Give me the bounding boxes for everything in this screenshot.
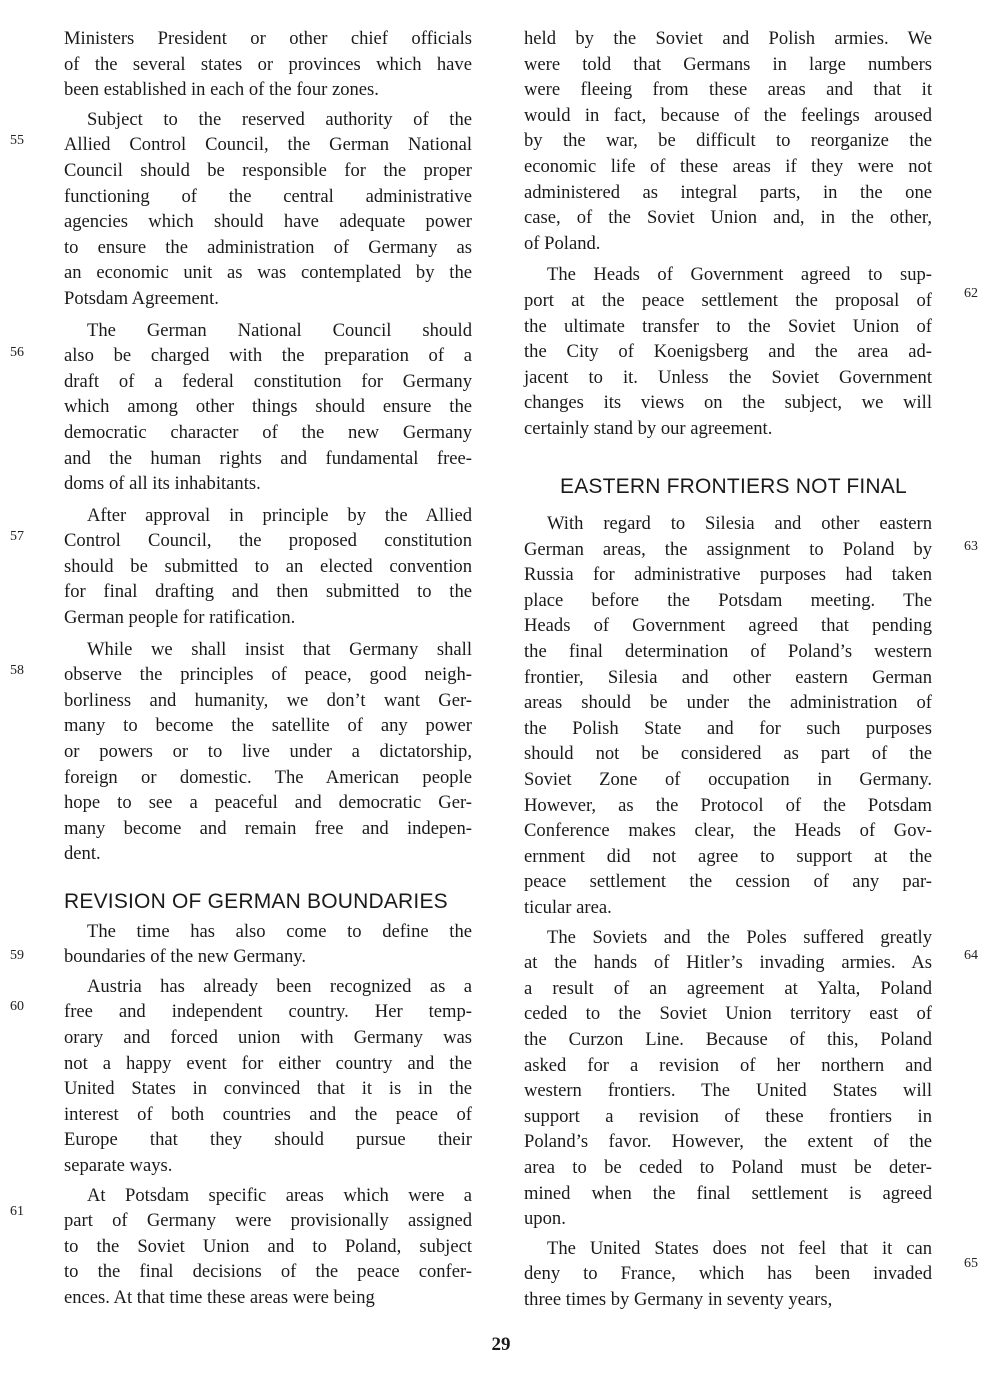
text-line: ceded to the Soviet Union territory east of xyxy=(524,1003,932,1025)
paragraph xyxy=(64,107,472,312)
text-line: the Polish State and for such purposes xyxy=(524,717,932,739)
paragraph-number: 60 xyxy=(10,999,24,1014)
text-line: The Soviets and the Poles suffered greatly xyxy=(547,926,932,948)
text-line: Potsdam Agreement. xyxy=(64,287,219,309)
text-line: Russia for administrative purposes had taken xyxy=(524,564,932,586)
text-line: boundaries of the new Germany. xyxy=(64,946,306,968)
text-line: observe the principles of peace, good neigh- xyxy=(64,664,472,686)
right-column xyxy=(524,26,932,1317)
section-heading: REVISION OF GERMAN BOUNDARIES xyxy=(64,890,448,913)
text-line: frontier, Silesia and other eastern German xyxy=(524,666,932,688)
text-line: dent. xyxy=(64,843,101,865)
paragraph-number: 58 xyxy=(10,663,24,678)
text-line: would in fact, because of the feelings aroused xyxy=(524,104,932,126)
paragraph xyxy=(524,26,932,256)
text-line: western frontiers. The United States will xyxy=(524,1080,932,1102)
text-line: Europe that they should pursue their xyxy=(64,1129,472,1151)
text-line: While we shall insist that Germany shall xyxy=(87,638,472,660)
text-line: by the war, be difficult to reorganize the xyxy=(524,130,932,152)
text-line: Poland’s favor. However, the extent of the xyxy=(524,1131,932,1153)
text-line: support a revision of these frontiers in xyxy=(524,1105,932,1127)
text-line: democratic character of the new Germany xyxy=(64,421,472,443)
text-line: orary and forced union with Germany was xyxy=(64,1026,472,1048)
text-line: many to become the satellite of any power xyxy=(64,715,472,737)
text-line: mined when the final settlement is agreed xyxy=(524,1182,932,1204)
text-line: draft of a federal constitution for Germany xyxy=(64,370,472,392)
paragraph xyxy=(524,262,932,441)
text-line: peace settlement the cession of any par- xyxy=(524,871,932,893)
text-line: the ultimate transfer to the Soviet Union of xyxy=(524,315,932,337)
text-line: should be submitted to an elected convention xyxy=(64,555,472,577)
text-line: jacent to it. Unless the Soviet Government xyxy=(524,366,932,388)
text-line: Soviet Zone of occupation in Germany. xyxy=(524,769,932,791)
text-line: German people for ratification. xyxy=(64,607,296,629)
text-line: ernment did not agree to support at the xyxy=(524,845,932,867)
text-line: The time has also come to define the xyxy=(87,920,472,942)
text-line: Austria has already been recognized as a xyxy=(87,975,472,997)
text-line: of Poland. xyxy=(524,232,601,254)
text-line: separate ways. xyxy=(64,1154,173,1176)
text-line: The United States does not feel that it can xyxy=(547,1237,932,1259)
text-line: case, of the Soviet Union and, in the other, xyxy=(524,207,932,229)
text-line: With regard to Silesia and other eastern xyxy=(547,513,932,535)
paragraph-number: 55 xyxy=(10,133,24,148)
paragraph-number: 64 xyxy=(964,948,978,963)
text-line: for final drafting and then submitted to the xyxy=(64,581,472,603)
text-line: economic life of these areas if they were not xyxy=(524,155,932,177)
text-line: at the hands of Hitler’s invading armies. As xyxy=(524,952,932,974)
text-line: changes its views on the subject, we will xyxy=(524,392,932,414)
section-heading: EASTERN FRONTIERS NOT FINAL xyxy=(560,474,907,498)
text-line: deny to France, which has been invaded xyxy=(524,1263,932,1285)
text-line: certainly stand by our agreement. xyxy=(524,417,773,439)
text-line: However, as the Protocol of the Potsdam xyxy=(524,794,932,816)
text-line: port at the peace settlement the proposal of xyxy=(524,289,932,311)
text-line: United States in convinced that it is in the xyxy=(64,1078,472,1100)
text-line: upon. xyxy=(524,1208,566,1230)
text-line: areas should be under the administration of xyxy=(524,692,932,714)
text-line: were told that Germans in large numbers xyxy=(524,53,932,75)
paragraph xyxy=(524,925,932,1232)
text-line: Allied Control Council, the German National xyxy=(64,134,472,156)
paragraph xyxy=(524,1236,932,1313)
text-line: asked for a revision of her northern and xyxy=(524,1054,932,1076)
text-line: functioning of the central administrative xyxy=(64,185,472,207)
text-line: administered as integral parts, in the one xyxy=(524,181,932,203)
paragraph-number: 56 xyxy=(10,345,24,360)
paragraph-number: 65 xyxy=(964,1256,978,1271)
text-line: to the Soviet Union and to Poland, subject xyxy=(64,1235,472,1257)
text-line: borliness and humanity, we don’t want Ger- xyxy=(64,689,472,711)
paragraph-number: 61 xyxy=(10,1204,24,1219)
text-line: to ensure the administration of Germany as xyxy=(64,236,472,258)
text-line: or powers or to live under a dictatorship, xyxy=(64,741,472,763)
text-line: a result of an agreement at Yalta, Poland xyxy=(524,977,932,999)
text-line: Subject to the reserved authority of the xyxy=(87,108,472,130)
text-line: should not be considered as part of the xyxy=(524,743,932,765)
paragraph xyxy=(64,318,472,497)
paragraph xyxy=(64,974,472,1179)
text-line: area to be ceded to Poland must be deter- xyxy=(524,1156,932,1178)
text-line: the City of Koenigsberg and the area ad- xyxy=(524,341,932,363)
text-line: Heads of Government agreed that pending xyxy=(524,615,932,637)
paragraph xyxy=(64,919,472,970)
paragraph-number: 63 xyxy=(964,539,978,554)
paragraph xyxy=(64,637,472,867)
text-line: and the human rights and fundamental free- xyxy=(64,447,472,469)
text-line: Ministers President or other chief officials xyxy=(64,28,472,49)
text-line: many become and remain free and indepen- xyxy=(64,817,472,839)
text-line: free and independent country. Her temp- xyxy=(64,1001,472,1023)
text-line: which among other things should ensure the xyxy=(64,396,472,418)
text-line: not a happy event for either country and the xyxy=(64,1052,472,1074)
text-line: agencies which should have adequate power xyxy=(64,211,472,233)
paragraph-number: 57 xyxy=(10,529,24,544)
text-line: been established in each of the four zones. xyxy=(64,79,379,101)
paragraph-number: 59 xyxy=(10,948,24,963)
text-line: interest of both countries and the peace of xyxy=(64,1103,472,1125)
text-line: held by the Soviet and Polish armies. We xyxy=(524,28,932,49)
text-line: of the several states or provinces which have xyxy=(64,53,472,75)
text-line: three times by Germany in seventy years, xyxy=(524,1288,833,1310)
text-line: The German National Council should xyxy=(87,319,472,341)
text-line: an economic unit as was contemplated by the xyxy=(64,262,472,284)
paragraph-number: 62 xyxy=(964,286,978,301)
paragraph xyxy=(524,511,932,921)
text-line: were fleeing from these areas and that it xyxy=(524,79,932,101)
text-line: doms of all its inhabitants. xyxy=(64,473,261,495)
text-line: to the final decisions of the peace confer- xyxy=(64,1261,472,1283)
paragraph xyxy=(64,503,472,631)
text-line: ticular area. xyxy=(524,897,612,918)
text-line: ences. At that time these areas were being xyxy=(64,1286,375,1308)
text-line: At Potsdam specific areas which were a xyxy=(87,1184,472,1206)
text-line: part of Germany were provisionally assigned xyxy=(64,1210,472,1232)
text-line: hope to see a peaceful and democratic Ger- xyxy=(64,792,472,814)
text-line: foreign or domestic. The American people xyxy=(64,766,472,788)
text-line: place before the Potsdam meeting. The xyxy=(524,589,932,611)
page-number: 29 xyxy=(491,1334,511,1355)
text-line: Council should be responsible for the proper xyxy=(64,159,472,181)
text-line: The Heads of Government agreed to sup- xyxy=(547,264,932,286)
text-line: the Curzon Line. Because of this, Poland xyxy=(524,1028,932,1050)
text-line: the final determination of Poland’s western xyxy=(524,641,932,663)
text-line: also be charged with the preparation of a xyxy=(64,345,472,367)
text-line: German areas, the assignment to Poland by xyxy=(524,538,932,560)
text-line: Control Council, the proposed constitution xyxy=(64,530,472,552)
paragraph xyxy=(64,26,472,103)
text-line: Conference makes clear, the Heads of Gov- xyxy=(524,820,932,842)
text-line: After approval in principle by the Allied xyxy=(87,504,472,526)
left-column xyxy=(64,26,472,1315)
paragraph xyxy=(64,1183,472,1311)
